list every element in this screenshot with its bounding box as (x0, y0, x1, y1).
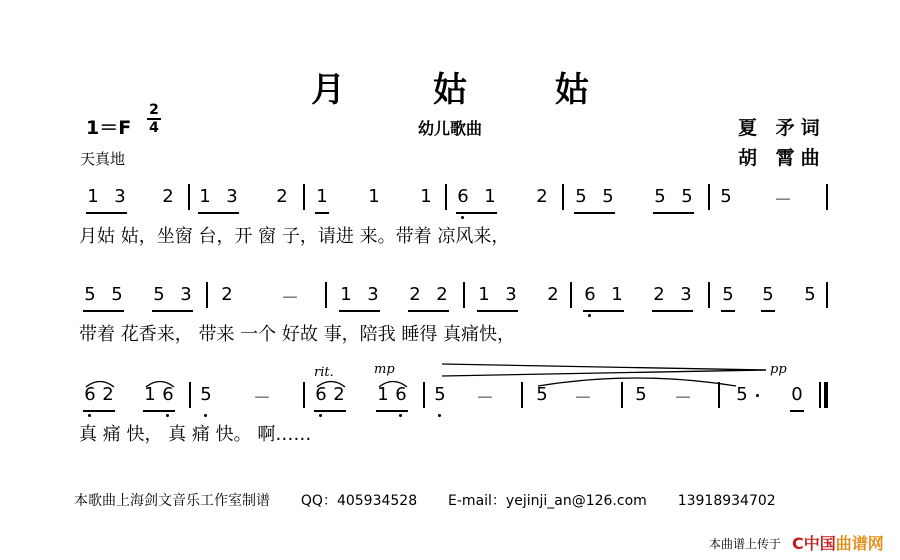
note: 3 (367, 284, 379, 305)
note: 2 (547, 284, 559, 305)
lyric-line-2: 带着 花香来， 带来 一个 好故 事，陪我 睡得 真痛快， (79, 324, 516, 345)
low-octave-dot (461, 216, 464, 219)
underline (408, 310, 449, 312)
underline (198, 212, 239, 214)
low-octave-dot (588, 314, 591, 317)
underline (143, 410, 175, 412)
rest: 0 (791, 384, 803, 405)
note: 6 (315, 384, 327, 405)
barline (303, 184, 305, 210)
dash: － (253, 388, 271, 409)
note: 6 (84, 384, 96, 405)
underline (339, 310, 380, 312)
low-octave-dot (438, 414, 441, 417)
note: 5 (762, 284, 774, 305)
note: 2 (409, 284, 421, 305)
underline (721, 310, 735, 312)
note: 1 (368, 186, 380, 207)
barline (562, 184, 564, 210)
note: 3 (180, 284, 192, 305)
performance-style: 天真地 (80, 150, 126, 168)
barline (188, 184, 190, 210)
note: 5 (575, 186, 587, 207)
note: 1 (340, 284, 352, 305)
note: 2 (276, 186, 288, 207)
underline (152, 310, 193, 312)
note: 5 (84, 284, 96, 305)
note: 2 (333, 384, 345, 405)
site-logo[interactable] (792, 531, 884, 554)
underline (83, 310, 124, 312)
note: 5 (654, 186, 666, 207)
note: 2 (162, 186, 174, 207)
underline (376, 410, 408, 412)
note: 5 (804, 284, 816, 305)
underline (477, 310, 518, 312)
underline (652, 310, 693, 312)
augmentation-dot (756, 394, 759, 397)
note: 1 (611, 284, 623, 305)
note: 2 (102, 384, 114, 405)
barline (303, 382, 305, 408)
note: 6 (162, 384, 174, 405)
underline (574, 212, 615, 214)
logo-c-icon: C (792, 534, 804, 553)
genre-label: 幼儿歌曲 (417, 119, 482, 138)
note: 5 (602, 186, 614, 207)
low-octave-dot (204, 414, 207, 417)
note: 6 (584, 284, 596, 305)
dash: － (674, 388, 692, 409)
barline (708, 184, 710, 210)
note: 1 (478, 284, 490, 305)
underline (83, 410, 115, 412)
note: 1 (199, 186, 211, 207)
note: 5 (153, 284, 165, 305)
note: 5 (200, 384, 212, 405)
upload-note: 本曲谱上传于 (709, 537, 782, 551)
underline (314, 410, 346, 412)
underline (761, 310, 775, 312)
lyric-line-3: 真 痛 快， 真 痛 快。 啊…… (79, 424, 312, 445)
note: 1 (316, 186, 328, 207)
barline (718, 382, 720, 408)
underline (86, 212, 127, 214)
email-contact[interactable]: E-mail：yejinji_an@126.com (448, 493, 647, 509)
barline (521, 382, 523, 408)
footer-credit-line (74, 490, 776, 510)
barline (423, 382, 425, 408)
lyricist-credit: 夏 矛词 (738, 117, 826, 139)
barline (621, 382, 623, 408)
note: 5 (722, 284, 734, 305)
final-barline-thin (819, 382, 821, 408)
barline (463, 282, 465, 308)
note: 6 (395, 384, 407, 405)
barline (206, 282, 208, 308)
note: 1 (144, 384, 156, 405)
note: 5 (736, 384, 748, 405)
note: 3 (226, 186, 238, 207)
note: 2 (653, 284, 665, 305)
underline (653, 212, 694, 214)
underline (790, 410, 804, 412)
underline (456, 212, 497, 214)
studio-credit: 本歌曲上海剑文音乐工作室制谱 (74, 493, 270, 509)
lyric-line-1: 月姑 姑，坐窗 台，开 窗 子，请进 来。带着 凉风来， (79, 226, 510, 247)
note: 1 (87, 186, 99, 207)
qq-contact: QQ：405934528 (300, 493, 418, 509)
composer-credit: 胡 霄曲 (738, 147, 826, 169)
time-sig-bottom: 4 (149, 120, 159, 136)
logo-text-2: 曲谱网 (835, 534, 884, 553)
mp-marking: mp (374, 362, 395, 377)
low-octave-dot (88, 414, 91, 417)
barline (826, 282, 828, 308)
rit-marking: rit. (314, 365, 334, 380)
barline (445, 184, 447, 210)
low-octave-dot (399, 414, 402, 417)
note: 1 (484, 186, 496, 207)
note: 6 (457, 186, 469, 207)
dash: － (476, 388, 494, 409)
logo-text-1: 中国 (803, 534, 836, 553)
note: 2 (536, 186, 548, 207)
key-signature: 1＝F (86, 117, 132, 139)
dash: － (281, 288, 299, 309)
note: 1 (377, 384, 389, 405)
note: 5 (720, 186, 732, 207)
note: 3 (680, 284, 692, 305)
barline (570, 282, 572, 308)
barline (325, 282, 327, 308)
underline (583, 310, 624, 312)
barline (189, 382, 191, 408)
low-octave-dot (166, 414, 169, 417)
dash: － (774, 190, 792, 211)
note: 5 (635, 384, 647, 405)
time-sig-top: 2 (149, 102, 159, 118)
dash: － (574, 388, 592, 409)
note: 5 (111, 284, 123, 305)
barline (826, 184, 828, 210)
note: 1 (420, 186, 432, 207)
phone-contact: 13918934702 (677, 493, 776, 509)
note: 3 (505, 284, 517, 305)
song-title: 月 姑 姑 (311, 70, 627, 110)
note: 5 (536, 384, 548, 405)
note: 2 (221, 284, 233, 305)
pp-marking: pp (770, 362, 787, 377)
final-barline-thick (824, 382, 828, 408)
barline (708, 282, 710, 308)
note: 2 (436, 284, 448, 305)
note: 3 (114, 186, 126, 207)
low-octave-dot (319, 414, 322, 417)
note: 5 (434, 384, 446, 405)
underline (315, 212, 329, 214)
note: 5 (681, 186, 693, 207)
